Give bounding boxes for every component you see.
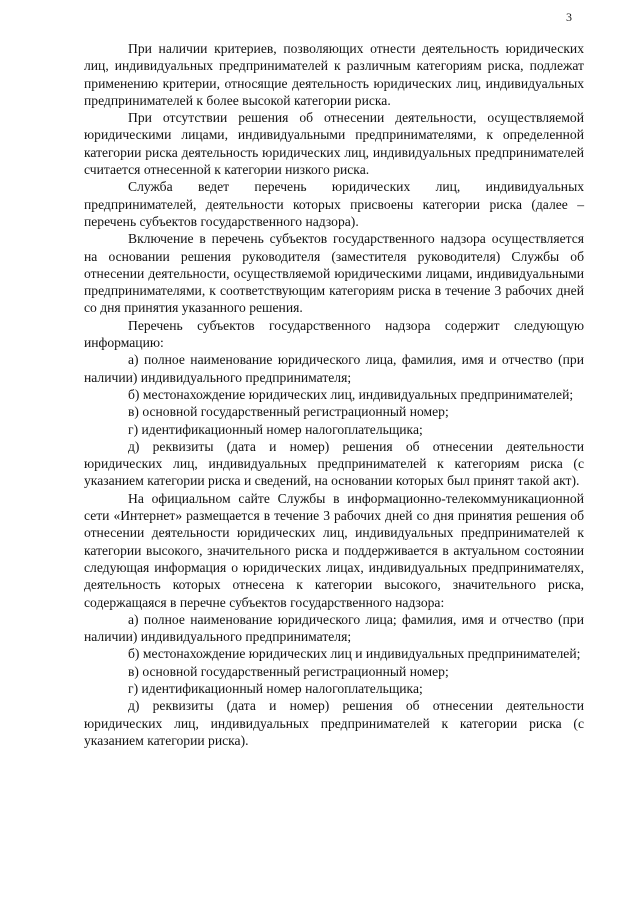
paragraph-low-risk-default: При отсутствии решения об отнесении деятельности, осуществляемой юридическими лицами, индивидуальными предпринимателями, к определенной категории риска деятельность юридических лиц, индивидуальных предпринимателей считается отнесенной к категории низкого риска.	[84, 110, 584, 178]
paragraph-website-publication: На официальном сайте Службы в информационно-телекоммуникационной сети «Интернет» размещается в течение 3 рабочих дней со дня принятия решения об отнесении деятельности юридических лиц, индивидуальных предпринимателей к категории высокого, значительного риска и поддерживается в актуальном состоянии следующая информация о юридических лицах, индивидуальных предпринимателях, деятельность которых отнесена к категории высокого, значительного риска, содержащаяся в перечне субъектов государственного надзора:	[84, 490, 584, 610]
page-number: 3	[566, 10, 572, 24]
paragraph-register-contents-intro: Перечень субъектов государственного надзора содержит следующую информацию:	[84, 317, 584, 351]
document-body	[84, 40, 584, 749]
paragraph-register-maintained: Служба ведет перечень юридических лиц, индивидуальных предпринимателей, деятельности которых присвоены категории риска (далее – перечень субъектов государственного надзора).	[84, 179, 584, 229]
list-item-g-tax-number-published: г) идентификационный номер налогоплательщика;	[128, 680, 423, 696]
list-item-d-decision-details-published: д) реквизиты (дата и номер) решения об отнесении деятельности юридических лиц, индивидуальных предпринимателей к категории риска (с указанием категории риска).	[84, 698, 584, 748]
list-item-b-location-published: б) местонахождение юридических лиц и индивидуальных предпринимателей;	[128, 646, 581, 662]
list-item-d-decision-details: д) реквизиты (дата и номер) решения об отнесении деятельности юридических лиц, индивидуальных предпринимателей к категориям риска (с указанием категории риска и сведений, на основании которых был принят такой акт).	[84, 438, 584, 489]
list-item-b-location: б) местонахождение юридических лиц, индивидуальных предпринимателей;	[128, 386, 574, 402]
paragraph-higher-risk-criteria: При наличии критериев, позволяющих отнести деятельность юридических лиц, индивидуальных предпринимателей к различным категориям риска, подлежат применению критерии, относящие деятельность юридических лиц, индивидуальных предпринимателей к более высокой категории риска.	[84, 41, 584, 108]
list-item-g-tax-number: г) идентификационный номер налогоплательщика;	[128, 421, 423, 437]
paragraph-register-inclusion: Включение в перечень субъектов государственного надзора осуществляется на основании решения руководителя (заместителя руководителя) Службы об отнесении деятельности, осуществляемой юридическими лицами, индивидуальными предпринимателями, к соответствующим категориям риска в течение 3 рабочих дней со дня принятия указанного решения.	[84, 231, 584, 316]
list-item-v-registration-number-published: в) основной государственный регистрационный номер;	[128, 663, 449, 679]
list-item-v-registration-number: в) основной государственный регистрационный номер;	[128, 404, 449, 420]
list-item-a-name-published: а) полное наименование юридического лица; фамилия, имя и отчество (при наличии) индивидуального предпринимателя;	[84, 611, 584, 645]
list-item-a-name: а) полное наименование юридического лица, фамилия, имя и отчество (при наличии) индивидуального предпринимателя;	[84, 352, 584, 385]
